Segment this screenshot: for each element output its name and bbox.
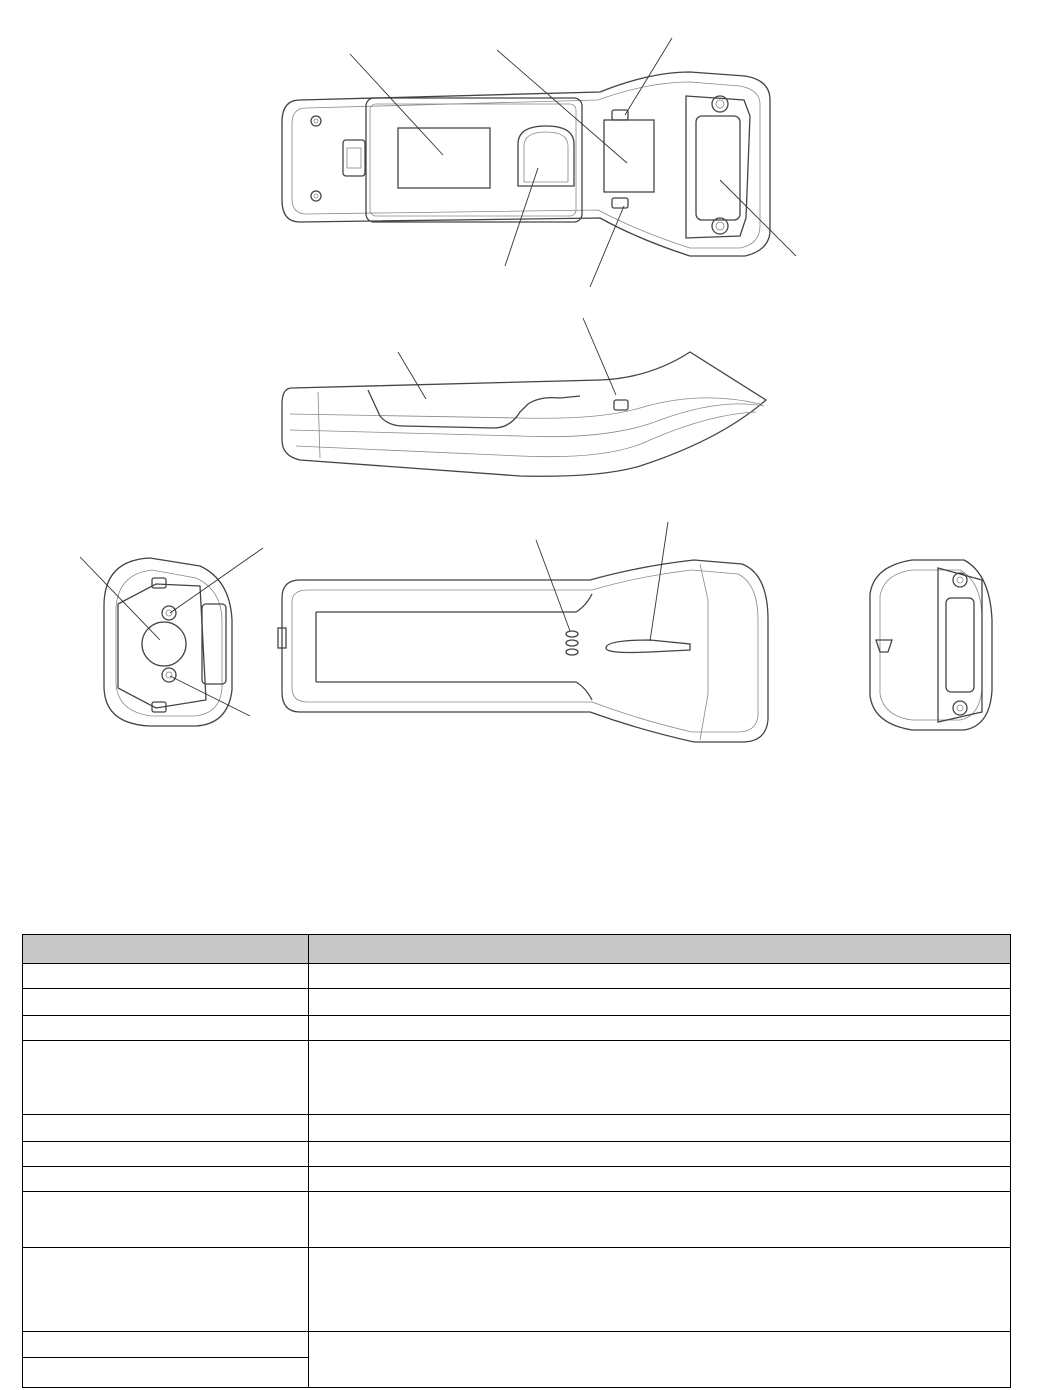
value-cell: [309, 964, 1011, 989]
table-row: [23, 1115, 1011, 1142]
spec-table: [22, 934, 1011, 1388]
label-cell: [23, 989, 309, 1016]
table-row: [23, 1016, 1011, 1041]
label-cell: [23, 1248, 309, 1332]
value-cell: [309, 1192, 1011, 1248]
header-cell: [309, 935, 1011, 964]
label-cell: [23, 1358, 309, 1388]
table-row: [23, 1167, 1011, 1192]
table-row: [23, 1142, 1011, 1167]
value-cell: [309, 1248, 1011, 1332]
label-cell: [23, 964, 309, 989]
label-cell: [23, 1016, 309, 1041]
label-cell: [23, 1167, 309, 1192]
value-cell: [309, 1142, 1011, 1167]
value-cell: [309, 989, 1011, 1016]
value-cell: [309, 1167, 1011, 1192]
table-row: [23, 1192, 1011, 1248]
value-cell: [309, 1016, 1011, 1041]
table-row: [23, 964, 1011, 989]
value-cell: [309, 1332, 1011, 1388]
side-view-drawing: [282, 318, 766, 476]
top-view-drawing: [282, 38, 796, 287]
table-row: [23, 1041, 1011, 1115]
label-cell: [23, 1332, 309, 1358]
rear-view-drawing: [870, 560, 992, 730]
label-cell: [23, 1041, 309, 1115]
header-cell: [23, 935, 309, 964]
spec-table-header: [23, 935, 1011, 964]
table-row: [23, 1248, 1011, 1332]
value-cell: [309, 1115, 1011, 1142]
label-cell: [23, 1115, 309, 1142]
value-cell: [309, 1041, 1011, 1115]
label-cell: [23, 1192, 309, 1248]
plan-view-drawing: [278, 522, 768, 742]
label-cell: [23, 1142, 309, 1167]
table-row: [23, 1332, 1011, 1358]
front-view-drawing: [80, 548, 263, 726]
table-row: [23, 989, 1011, 1016]
